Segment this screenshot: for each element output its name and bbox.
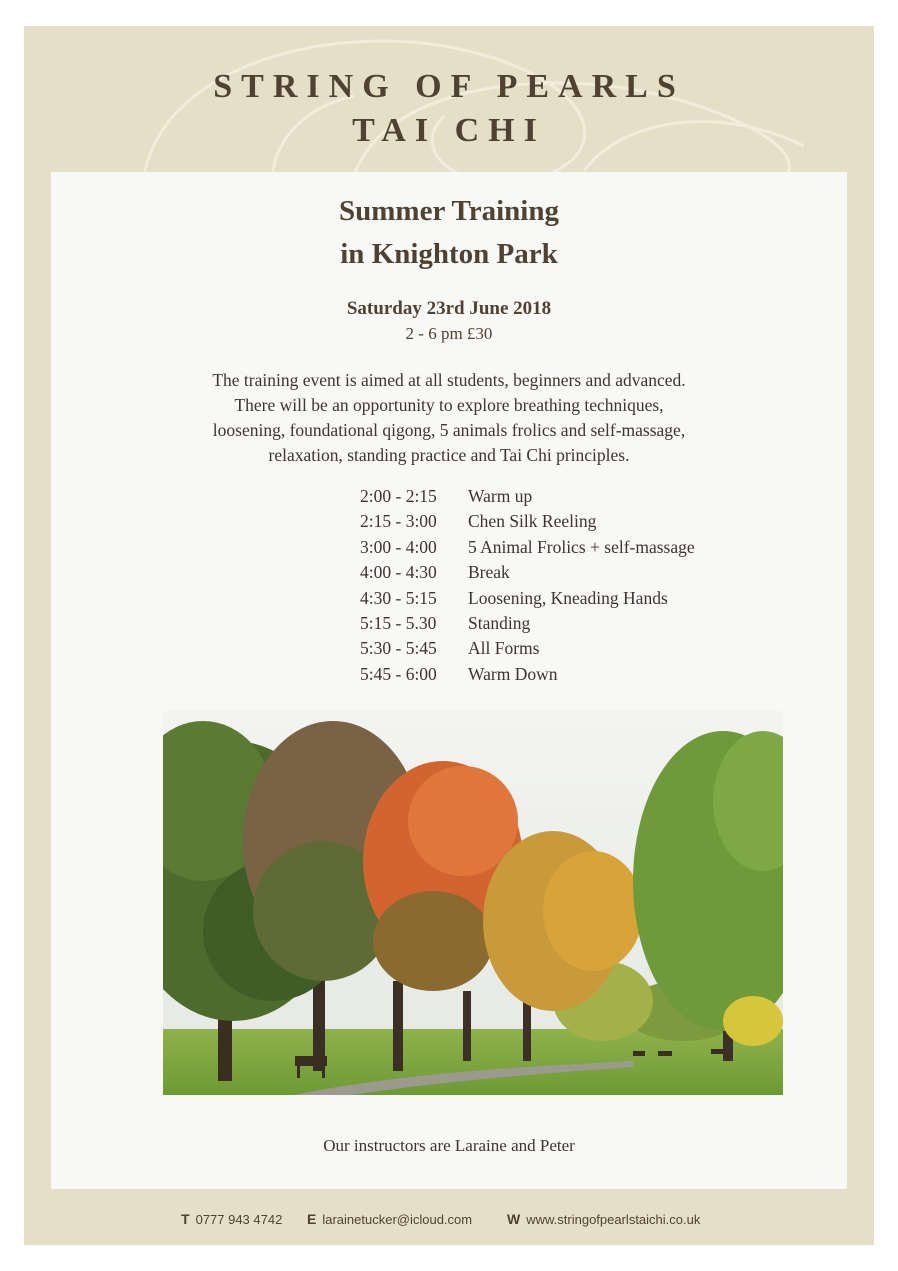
schedule-activity: Warm up (468, 486, 533, 506)
email-contact (307, 1211, 472, 1227)
contact-footer (24, 1207, 874, 1231)
event-date: Saturday 23rd June 2018 (346, 298, 552, 319)
web-key: W (507, 1211, 521, 1227)
event-title-line2: in Knighton Park (340, 238, 558, 270)
schedule-row (360, 636, 780, 661)
schedule-row (360, 611, 780, 636)
event-title-line1: Summer Training (339, 195, 559, 227)
schedule-time: 5:30 - 5:45 (360, 638, 437, 659)
phone-key: T (181, 1211, 190, 1227)
schedule-time: 2:15 - 3:00 (360, 511, 437, 532)
schedule-activity: Loosening, Kneading Hands (468, 587, 668, 608)
schedule-time: 4:30 - 5:15 (360, 587, 437, 608)
email-address: larainetucker@icloud.com (322, 1212, 473, 1227)
schedule-activity: Warm Down (468, 663, 558, 684)
org-name-line2: TAI CHI (352, 112, 546, 149)
description-line: The training event is aimed at all students, beginners and advanced. (212, 370, 686, 390)
schedule-activity: All Forms (468, 638, 540, 659)
schedule-row (360, 535, 780, 560)
website-url: www.stringofpearlstaichi.co.uk (526, 1212, 701, 1227)
description-line: relaxation, standing practice and Tai Chi principles. (268, 445, 630, 465)
schedule-time: 5:45 - 6:00 (360, 663, 437, 684)
org-name-line1: STRING OF PEARLS (213, 68, 685, 105)
schedule-activity: Standing (468, 612, 531, 633)
schedule-activity: Break (468, 562, 510, 583)
event-description (51, 368, 847, 468)
description-line: There will be an opportunity to explore breathing techniques, (234, 395, 664, 415)
description-line: loosening, foundational qigong, 5 animals frolics and self-massage, (212, 420, 686, 440)
schedule-table (360, 484, 780, 687)
schedule-row (360, 509, 780, 534)
schedule-row (360, 586, 780, 611)
web-contact (507, 1211, 700, 1227)
schedule-time: 3:00 - 4:00 (360, 536, 437, 557)
schedule-time: 5:15 - 5.30 (360, 612, 437, 633)
schedule-time: 2:00 - 2:15 (360, 486, 437, 506)
schedule-time: 4:00 - 4:30 (360, 562, 437, 583)
content-panel (51, 172, 847, 1189)
schedule-row (360, 484, 780, 509)
schedule-row (360, 560, 780, 585)
schedule-activity: Chen Silk Reeling (468, 511, 597, 532)
park-photo (163, 711, 783, 1095)
phone-contact (181, 1211, 282, 1227)
schedule-row (360, 662, 780, 687)
email-key: E (307, 1211, 317, 1227)
poster-frame (24, 26, 874, 1245)
phone-number: 0777 943 4742 (195, 1212, 283, 1227)
schedule-activity: 5 Animal Frolics + self-massage (468, 536, 695, 557)
instructors-note: Our instructors are Laraine and Peter (323, 1136, 575, 1155)
event-time-price: 2 - 6 pm £30 (405, 324, 493, 343)
